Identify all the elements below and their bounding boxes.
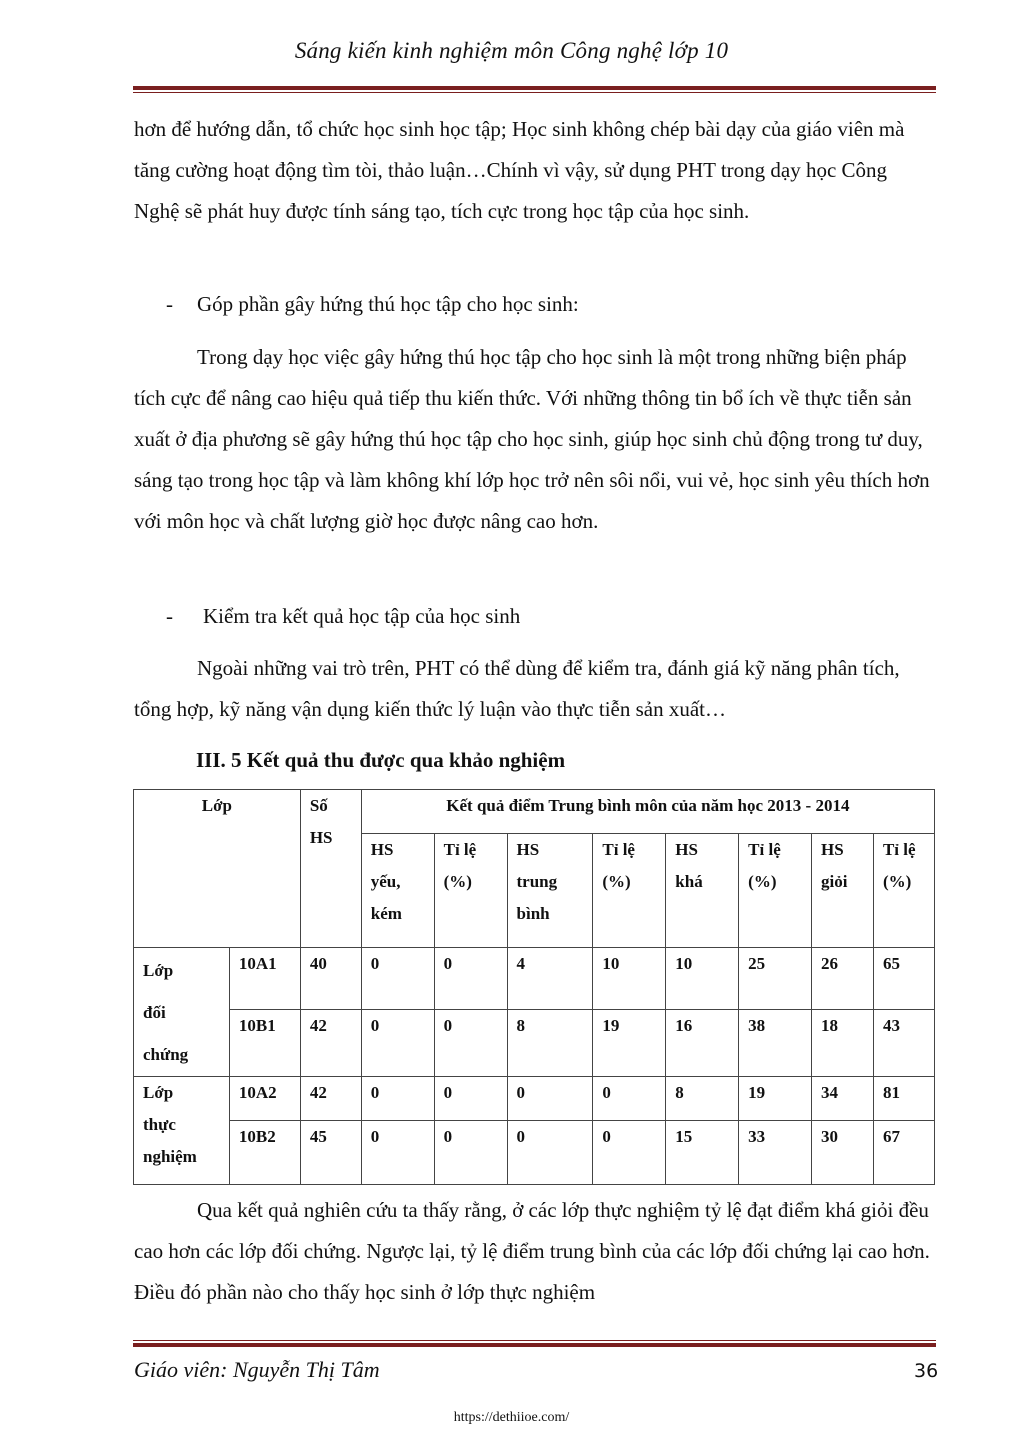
table-cell: 25 [739, 948, 812, 1010]
table-cell: 0 [593, 1121, 666, 1185]
table-cell: 0 [507, 1121, 593, 1185]
paragraph-2 [134, 337, 934, 542]
table-cell: 33 [739, 1121, 812, 1185]
subheader-hs-yeu-kem: HS yếu, kém [361, 834, 434, 948]
section-heading: III. 5 Kết quả thu được qua khảo nghiệm [196, 748, 566, 772]
table-cell: 67 [873, 1121, 934, 1185]
table-cell: 26 [812, 948, 874, 1010]
table-row [134, 1121, 935, 1185]
table-cell: 45 [300, 1121, 361, 1185]
bullet-1 [166, 284, 579, 325]
subheader-ti-le: Tỉ lệ (%) [873, 834, 934, 948]
table-cell: 15 [666, 1121, 739, 1185]
class-name: 10A1 [229, 948, 300, 1010]
table-cell: 4 [507, 948, 593, 1010]
table-cell: 42 [300, 1077, 361, 1121]
table-cell: 0 [507, 1077, 593, 1121]
footer-url[interactable]: https://dethiioe.com/ [453, 1410, 570, 1425]
paragraph-2-text: Trong dạy học việc gây hứng thú học tập cho học sinh là một trong những biện pháp tích cực để nâng cao hiệu quả tiếp thu kiến thức. Với những thông tin bổ ích về thực tiễn sản xuất ở địa phương sẽ gây hứng thú học tập cho học sinh, giúp học sinh chủ động trong tư duy, sáng tạo trong học tập và làm không khí lớp học trở nên sôi nổi, vui vẻ, học sinh yêu thích hơn với môn học và chất lượng giờ học được nâng cao hơn. [134, 345, 930, 533]
table-row [134, 1010, 935, 1077]
footer-divider [133, 1343, 936, 1347]
table-cell: 10 [666, 948, 739, 1010]
page-number: 36 [914, 1360, 939, 1382]
table-cell: 38 [739, 1010, 812, 1077]
header-lop: Lớp [134, 790, 301, 948]
table-cell: 19 [739, 1077, 812, 1121]
header-divider-thin [133, 92, 936, 93]
subheader-hs-gioi: HS giỏi [812, 834, 874, 948]
footer-author: Giáo viên: Nguyễn Thị Tâm [134, 1357, 380, 1382]
class-name: 10A2 [229, 1077, 300, 1121]
subheader-hs-kha: HS khá [666, 834, 739, 948]
subheader-ti-le: Tỉ lệ (%) [593, 834, 666, 948]
bullet-dash: - [166, 292, 173, 316]
paragraph-4-text: Qua kết quả nghiên cứu ta thấy rằng, ở các lớp thực nghiệm tỷ lệ đạt điểm khá giỏi đều cao hơn các lớp đối chứng. Ngược lại, tỷ lệ điểm trung bình của các lớp đối chứng lại cao hơn. Điều đó phần nào cho thấy học sinh ở lớp thực nghiệm [134, 1198, 930, 1304]
page-header-title: Sáng kiến kinh nghiệm môn Công nghệ lớp 10 [294, 38, 729, 63]
table-cell: 34 [812, 1077, 874, 1121]
table-cell: 65 [873, 948, 934, 1010]
bullet-2-text: Kiểm tra kết quả học tập của học sinh [203, 604, 521, 628]
results-table [133, 789, 935, 1185]
table-row [134, 1077, 935, 1121]
paragraph-3-text: Ngoài những vai trò trên, PHT có thể dùng để kiểm tra, đánh giá kỹ năng phân tích, tổng hợp, kỹ năng vận dụng kiến thức lý luận vào thực tiễn sản xuất… [134, 656, 900, 721]
class-name: 10B2 [229, 1121, 300, 1185]
subheader-ti-le: Tỉ lệ (%) [434, 834, 507, 948]
table-cell: 0 [361, 1010, 434, 1077]
table-cell: 43 [873, 1010, 934, 1077]
paragraph-1 [134, 109, 934, 232]
subheader-ti-le: Tỉ lệ (%) [739, 834, 812, 948]
header-so-hs: Số HS [300, 790, 361, 948]
bullet-dash: - [166, 604, 173, 628]
table-cell: 0 [434, 1010, 507, 1077]
table-cell: 19 [593, 1010, 666, 1077]
paragraph-4 [134, 1190, 934, 1313]
table-cell: 0 [361, 1077, 434, 1121]
table-cell: 8 [666, 1077, 739, 1121]
table-cell: 40 [300, 948, 361, 1010]
table-cell: 10 [593, 948, 666, 1010]
subheader-hs-trung-binh: HS trung bình [507, 834, 593, 948]
group-label: Lớp đối chứng [134, 948, 230, 1077]
table-cell: 0 [434, 1121, 507, 1185]
table-row [134, 948, 935, 1010]
table-cell: 18 [812, 1010, 874, 1077]
table-cell: 16 [666, 1010, 739, 1077]
table-cell: 0 [361, 948, 434, 1010]
table-cell: 0 [434, 948, 507, 1010]
table-cell: 42 [300, 1010, 361, 1077]
class-name: 10B1 [229, 1010, 300, 1077]
table-cell: 81 [873, 1077, 934, 1121]
paragraph-1-text: hơn để hướng dẫn, tổ chức học sinh học tập; Học sinh không chép bài dạy của giáo viên mà tăng cường hoạt động tìm tòi, thảo luận…Chính vì vậy, sử dụng PHT trong dạy học Công Nghệ sẽ phát huy được tính sáng tạo, tích cực trong học tập của học sinh. [134, 117, 905, 223]
table-cell: 8 [507, 1010, 593, 1077]
table-cell: 0 [361, 1121, 434, 1185]
header-divider [133, 86, 936, 90]
bullet-1-text: Góp phần gây hứng thú học tập cho học sinh: [197, 292, 579, 316]
table-cell: 0 [434, 1077, 507, 1121]
table-cell: 30 [812, 1121, 874, 1185]
group-label: Lớp thực nghiệm [134, 1077, 230, 1185]
table-cell: 0 [593, 1077, 666, 1121]
paragraph-3 [134, 648, 934, 730]
bullet-2 [166, 596, 520, 637]
header-results-title: Kết quả điểm Trung bình môn của năm học 2013 - 2014 [361, 790, 934, 834]
footer-divider-thin [133, 1340, 936, 1341]
